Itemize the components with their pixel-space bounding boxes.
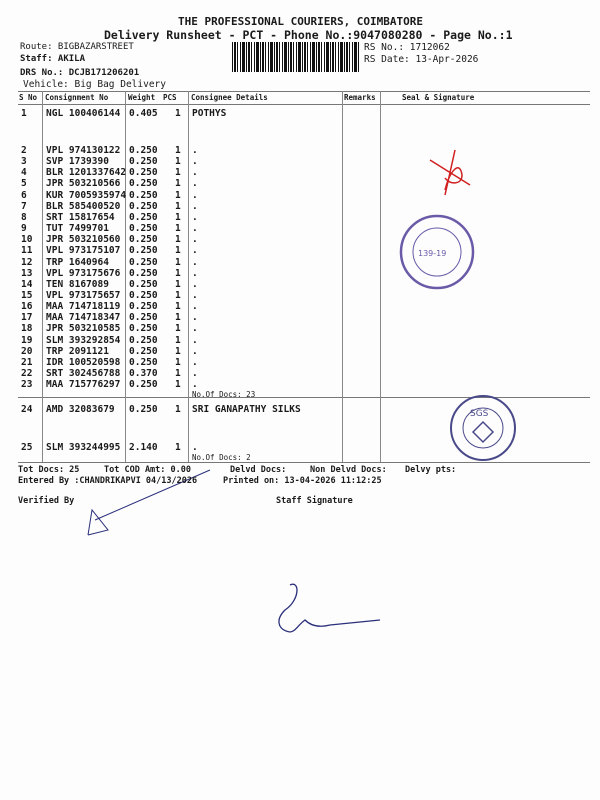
svg-text:SGS: SGS — [470, 409, 489, 419]
row-consignment: SLM 393292854 — [46, 334, 121, 346]
row-sno: 19 — [21, 334, 33, 346]
row-consignee: . — [192, 167, 198, 179]
row-pcs: 1 — [175, 178, 181, 190]
row-weight: 0.250 — [129, 356, 158, 368]
non-delvd-docs: Non Delvd Docs: — [310, 465, 387, 475]
row-weight: 0.370 — [129, 368, 158, 379]
row-consignment: JPR 503210566 — [46, 178, 121, 190]
row-weight: 0.250 — [129, 278, 158, 290]
row-pcs: 1 — [175, 301, 181, 313]
row-consignee: . — [192, 345, 198, 357]
row-consignee: . — [192, 442, 198, 453]
row-pcs: 1 — [175, 156, 181, 168]
row-pcs: 1 — [175, 368, 181, 379]
row-consignment: BLR 1201337642 — [46, 167, 127, 179]
col-weight: Weight — [128, 93, 156, 102]
row-weight: 0.250 — [129, 301, 158, 313]
row-consignment: VPL 973175676 — [46, 267, 121, 279]
row-pcs: 1 — [175, 189, 181, 201]
row-pcs: 1 — [175, 379, 181, 391]
row-consignment: MAA 714718347 — [46, 312, 121, 324]
row-consignment: VPL 973175107 — [46, 245, 121, 257]
row-pcs: 1 — [175, 223, 181, 235]
row-consignment: TRP 1640964 — [46, 256, 109, 268]
row-consignment: AMD 32083679 — [46, 404, 115, 415]
col-seal: Seal & Signature — [402, 93, 475, 102]
row-consignment: KUR 7005935974 — [46, 189, 127, 201]
svg-text:139-19: 139-19 — [418, 249, 447, 258]
row-pcs: 1 — [175, 108, 181, 119]
row-weight: 0.250 — [129, 256, 158, 268]
row-sno: 4 — [21, 167, 27, 179]
row-sno: 9 — [21, 223, 27, 235]
row-sno: 6 — [21, 189, 27, 201]
row-consignee: . — [192, 267, 198, 279]
row-pcs: 1 — [175, 356, 181, 368]
row-weight: 0.250 — [129, 145, 158, 156]
row-sno: 13 — [21, 267, 33, 279]
row-sno: 17 — [21, 312, 33, 324]
col-consignee: Consignee Details — [191, 93, 268, 102]
row-consignee: . — [192, 234, 198, 246]
col-sno: S No — [19, 93, 38, 102]
row-consignee: . — [192, 312, 198, 324]
verified-by: Verified By — [18, 496, 75, 506]
row-pcs: 1 — [175, 345, 181, 357]
row-sno: 1 — [21, 108, 27, 119]
row-pcs: 1 — [175, 234, 181, 246]
row-sno: 14 — [21, 278, 33, 290]
pothys-stamp — [401, 216, 473, 288]
row-consignee: . — [192, 301, 198, 313]
row-sno: 12 — [21, 256, 33, 268]
row-pcs: 1 — [175, 267, 181, 279]
row-sno: 18 — [21, 323, 33, 335]
staff-signature-label: Staff Signature — [276, 496, 353, 506]
row-consignee: . — [192, 189, 198, 201]
row-weight: 0.250 — [129, 289, 158, 301]
row-weight: 0.250 — [129, 404, 158, 415]
row-consignment: IDR 100520598 — [46, 356, 121, 368]
col-remarks: Remarks — [344, 93, 376, 102]
row-weight: 0.250 — [129, 178, 158, 190]
row-pcs: 1 — [175, 323, 181, 335]
row-consignment: TRP 2091121 — [46, 345, 109, 357]
row-weight: 0.250 — [129, 267, 158, 279]
staff: Staff: AKILA — [20, 54, 86, 64]
red-signature — [430, 150, 470, 195]
company-title: THE PROFESSIONAL COURIERS, COIMBATORE — [178, 15, 424, 28]
row-consignment: TEN 8167089 — [46, 278, 109, 290]
row-consignee: . — [192, 379, 198, 391]
group-docs-count: No.Of Docs: 23 — [192, 390, 256, 399]
row-consignee: . — [192, 178, 198, 190]
row-weight: 2.140 — [129, 442, 158, 453]
row-sno: 24 — [21, 404, 33, 415]
row-consignee: . — [192, 289, 198, 301]
row-weight: 0.250 — [129, 200, 158, 212]
row-consignment: SVP 1739390 — [46, 156, 109, 168]
route: Route: BIGBAZARSTREET — [20, 42, 134, 52]
row-sno: 2 — [21, 145, 27, 156]
row-consignee: . — [192, 223, 198, 235]
sgs-stamp — [451, 396, 515, 460]
row-weight: 0.250 — [129, 379, 158, 391]
row-pcs: 1 — [175, 145, 181, 156]
group-docs-count: No.Of Docs: 2 — [192, 453, 251, 462]
row-pcs: 1 — [175, 404, 181, 415]
row-weight: 0.250 — [129, 189, 158, 201]
entered-by: Entered By :CHANDRIKAPVI 04/13/2026 — [18, 476, 198, 486]
row-weight: 0.250 — [129, 167, 158, 179]
row-consignee: POTHYS — [192, 108, 227, 119]
row-sno: 15 — [21, 289, 33, 301]
row-weight: 0.250 — [129, 223, 158, 235]
row-consignment: NGL 100406144 — [46, 108, 121, 119]
row-consignee: . — [192, 211, 198, 223]
row-weight: 0.250 — [129, 234, 158, 246]
row-consignee: . — [192, 200, 198, 212]
delvy-pts: Delvy pts: — [405, 465, 457, 475]
row-pcs: 1 — [175, 167, 181, 179]
row-consignment: VPL 973175657 — [46, 289, 121, 301]
runsheet-subtitle: Delivery Runsheet - PCT - Phone No.:9047080280 - Page No.:1 — [104, 28, 513, 42]
row-pcs: 1 — [175, 334, 181, 346]
drs-no: DRS No.: DCJB171206201 — [20, 68, 140, 78]
row-weight: 0.250 — [129, 156, 158, 168]
row-consignee: . — [192, 156, 198, 168]
row-consignment: SRT 302456788 — [46, 368, 121, 379]
row-sno: 11 — [21, 245, 33, 257]
row-pcs: 1 — [175, 289, 181, 301]
row-sno: 25 — [21, 442, 33, 453]
row-sno: 10 — [21, 234, 33, 246]
row-consignment: JPR 503210560 — [46, 234, 121, 246]
row-pcs: 1 — [175, 278, 181, 290]
row-consignment: MAA 715776297 — [46, 379, 121, 391]
vehicle: Vehicle: Big Bag Delivery — [23, 79, 166, 90]
col-consignment: Consignment No — [45, 93, 109, 102]
row-pcs: 1 — [175, 442, 181, 453]
row-sno: 8 — [21, 211, 27, 223]
row-pcs: 1 — [175, 312, 181, 324]
col-pcs: PCS — [163, 93, 177, 102]
row-weight: 0.405 — [129, 108, 158, 119]
rs-date: RS Date: 13-Apr-2026 — [364, 54, 479, 65]
row-sno: 22 — [21, 368, 33, 379]
row-consignee: . — [192, 368, 198, 379]
row-sno: 23 — [21, 379, 33, 391]
row-consignee: . — [192, 334, 198, 346]
row-weight: 0.250 — [129, 323, 158, 335]
row-weight: 0.250 — [129, 312, 158, 324]
row-consignment: JPR 503210585 — [46, 323, 121, 335]
row-sno: 3 — [21, 156, 27, 168]
row-pcs: 1 — [175, 200, 181, 212]
row-weight: 0.250 — [129, 245, 158, 257]
tot-docs: Tot Docs: 25 — [18, 465, 80, 475]
row-consignee: . — [192, 356, 198, 368]
row-consignment: SLM 393244995 — [46, 442, 121, 453]
row-consignment: SRT 15817654 — [46, 211, 115, 223]
row-consignment: MAA 714718119 — [46, 301, 121, 313]
row-consignment: VPL 974130122 — [46, 145, 121, 156]
row-consignment: BLR 585400520 — [46, 200, 121, 212]
row-sno: 20 — [21, 345, 33, 357]
row-consignee: . — [192, 256, 198, 268]
printed-on: Printed on: 13-04-2026 11:12:25 — [223, 476, 382, 486]
row-pcs: 1 — [175, 256, 181, 268]
row-weight: 0.250 — [129, 211, 158, 223]
row-pcs: 1 — [175, 211, 181, 223]
row-consignee: SRI GANAPATHY SILKS — [192, 404, 301, 415]
row-sno: 21 — [21, 356, 33, 368]
tot-cod: Tot COD Amt: 0.00 — [104, 465, 191, 475]
row-consignee: . — [192, 323, 198, 335]
row-sno: 16 — [21, 301, 33, 313]
row-consignee: . — [192, 278, 198, 290]
row-sno: 7 — [21, 200, 27, 212]
row-weight: 0.250 — [129, 334, 158, 346]
staff-signature — [279, 584, 380, 632]
delvd-docs: Delvd Docs: — [230, 465, 287, 475]
row-weight: 0.250 — [129, 345, 158, 357]
row-consignee: . — [192, 245, 198, 257]
row-pcs: 1 — [175, 245, 181, 257]
row-consignee: . — [192, 145, 198, 156]
row-consignment: TUT 7499701 — [46, 223, 109, 235]
row-sno: 5 — [21, 178, 27, 190]
rs-no: RS No.: 1712062 — [364, 42, 450, 53]
